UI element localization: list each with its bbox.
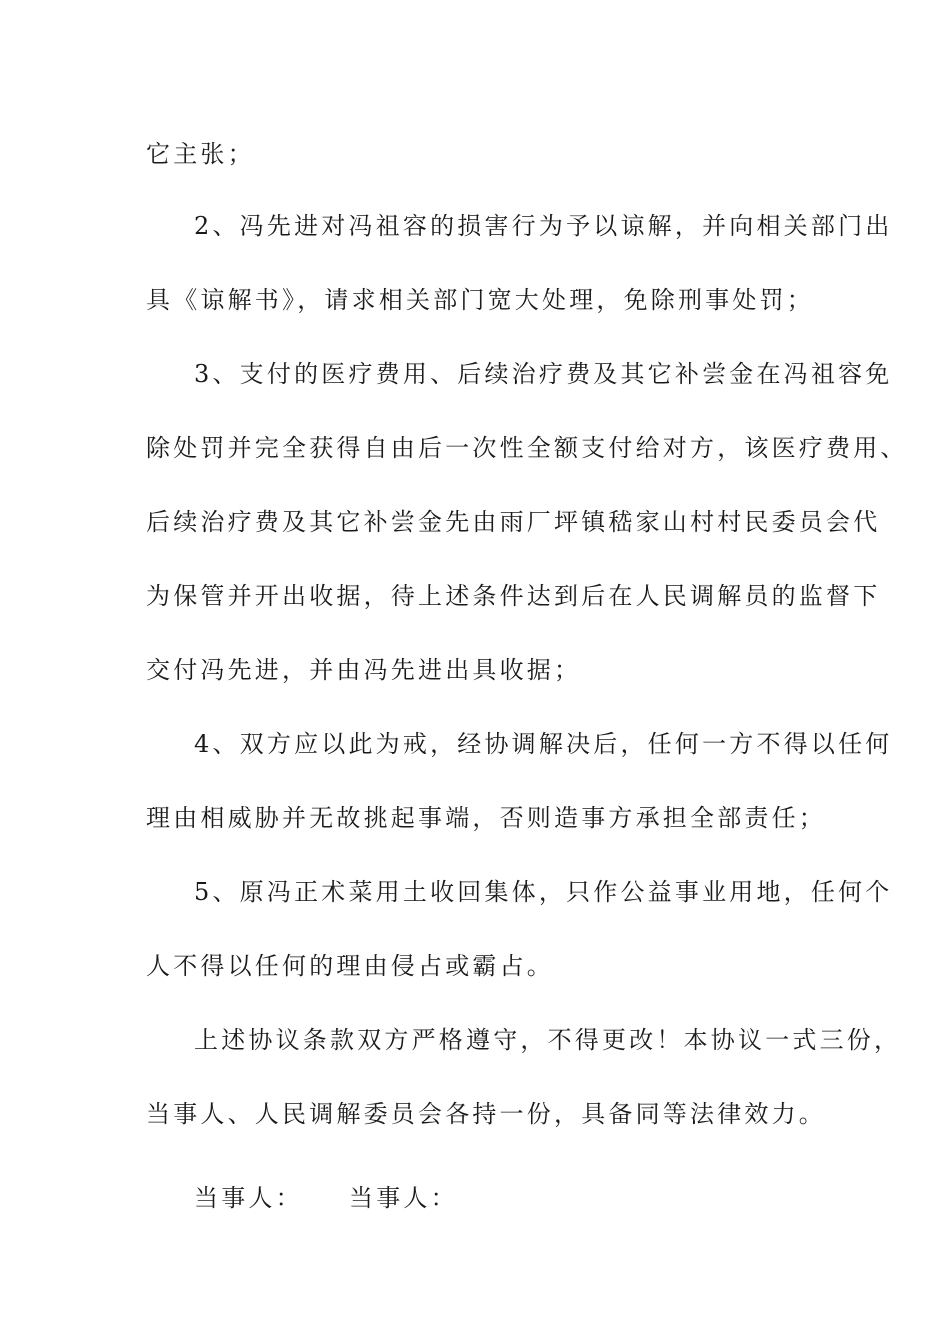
closing-line-2: 当事人、人民调解委员会各持一份，具备同等法律效力。 [146, 1100, 826, 1128]
clause-5-line-1: 5、原冯正术菜用土收回集体，只作公益事业用地，任何个 [194, 878, 893, 906]
clause-3-line-1: 3、支付的医疗费用、后续治疗费及其它补尝金在冯祖容免 [194, 360, 893, 388]
signature-party-1: 当事人： [194, 1184, 303, 1212]
clause-4-line-2: 理由相威胁并无故挑起事端，否则造事方承担全部责任； [146, 804, 826, 832]
signature-party-2: 当事人： [349, 1184, 458, 1212]
clause-5-line-2: 人不得以任何的理由侵占或霸占。 [146, 952, 554, 980]
clause-4-line-1: 4、双方应以此为戒，经协调解决后，任何一方不得以任何 [194, 730, 893, 758]
clause-3-line-2: 除处罚并完全获得自由后一次性全额支付给对方，该医疗费用、 [146, 434, 908, 462]
clause-2-line-2: 具《谅解书》，请求相关部门宽大处理，免除刑事处罚； [146, 286, 814, 314]
clause-3-line-3: 后续治疗费及其它补尝金先由雨厂坪镇嵇家山村村民委员会代 [146, 508, 881, 536]
clause-3-line-5: 交付冯先进，并由冯先进出具收据； [146, 656, 582, 684]
closing-line-1: 上述协议条款双方严格遵守，不得更改！本协议一式三份， [194, 1026, 902, 1054]
paragraph-line: 它主张； [146, 140, 255, 168]
clause-2-line-1: 2、冯先进对冯祖容的损害行为予以谅解，并向相关部门出 [194, 212, 893, 240]
clause-3-line-4: 为保管并开出收据，待上述条件达到后在人民调解员的监督下 [146, 582, 881, 610]
